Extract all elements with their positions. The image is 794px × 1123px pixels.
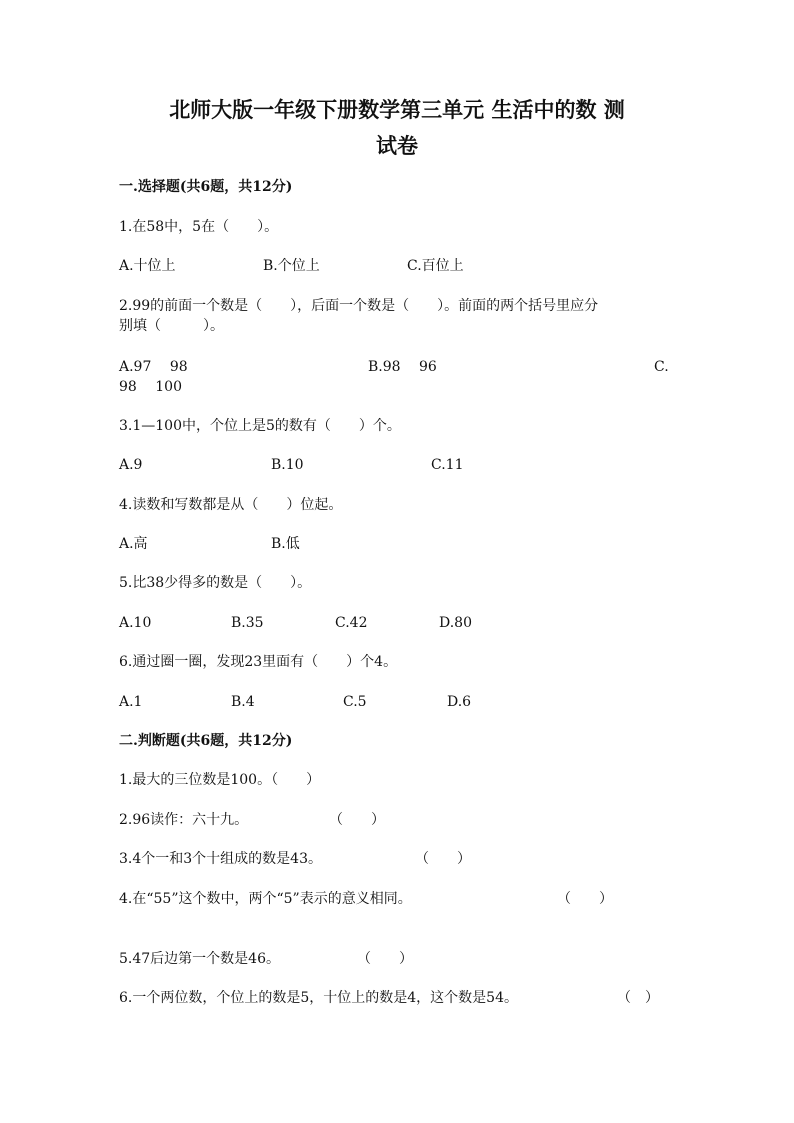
option-1-4-a: A.高 <box>119 536 148 552</box>
judge-2-blank: （ ） <box>329 812 385 828</box>
judge-6: 6.一个两位数，个位上的数是5，十位上的数是4，这个数是54。 <box>119 990 518 1006</box>
judge-3: 3.4个一和3个十组成的数是43。 <box>119 851 322 867</box>
section-1-heading: 一.选择题(共6题，共12分) <box>119 179 293 195</box>
option-1-6-a: A.1 <box>119 694 143 710</box>
option-1-5-a: A.10 <box>119 615 152 631</box>
option-1-2-c: C. <box>654 359 669 375</box>
question-1-1: 1.在58中，5在（ ）。 <box>119 219 279 235</box>
option-1-2-c-value: 98 100 <box>119 379 182 395</box>
option-1-2-b: B.98 96 <box>368 359 437 375</box>
judge-5-blank: （ ） <box>357 951 413 967</box>
title-line-2: 试卷 <box>376 133 418 158</box>
judge-4: 4.在“55”这个数中，两个“5”表示的意义相同。 <box>119 891 412 907</box>
question-1-6: 6.通过圈一圈，发现23里面有（ ）个4。 <box>119 654 398 670</box>
question-1-5: 5.比38少得多的数是（ ）。 <box>119 575 312 591</box>
option-1-1-c: C.百位上 <box>407 258 464 274</box>
option-1-5-b: B.35 <box>231 615 264 631</box>
exam-title <box>100 92 694 164</box>
question-1-3: 3.1—100中，个位上是5的数有（ ）个。 <box>119 418 401 434</box>
option-1-3-a: A.9 <box>119 457 143 473</box>
question-1-2-line-2: 别填（ ）。 <box>119 318 224 334</box>
option-1-3-b: B.10 <box>271 457 304 473</box>
option-1-6-d: D.6 <box>447 694 472 710</box>
option-1-6-b: B.4 <box>231 694 255 710</box>
option-1-1-b: B.个位上 <box>263 258 320 274</box>
option-1-5-d: D.80 <box>439 615 472 631</box>
question-1-2-line-1: 2.99的前面一个数是（ ），后面一个数是（ ）。前面的两个括号里应分 <box>119 298 599 314</box>
question-1-4: 4.读数和写数都是从（ ）位起。 <box>119 497 343 513</box>
judge-3-blank: （ ） <box>415 851 471 867</box>
judge-1: 1.最大的三位数是100。（ ） <box>119 772 321 788</box>
judge-2: 2.96读作：六十九。 <box>119 812 249 828</box>
option-1-4-b: B.低 <box>271 536 300 552</box>
section-2-heading: 二.判断题(共6题，共12分) <box>119 733 293 749</box>
judge-4-blank: （ ） <box>557 891 613 907</box>
option-1-5-c: C.42 <box>335 615 368 631</box>
judge-6-blank: （ ） <box>617 990 659 1006</box>
title-line-1: 北师大版一年级下册数学第三单元 生活中的数 测 <box>169 97 625 122</box>
option-1-2-a: A.97 98 <box>119 359 188 375</box>
option-1-6-c: C.5 <box>343 694 367 710</box>
option-1-1-a: A.十位上 <box>119 258 176 274</box>
option-1-3-c: C.11 <box>431 457 464 473</box>
judge-5: 5.47后边第一个数是46。 <box>119 951 280 967</box>
